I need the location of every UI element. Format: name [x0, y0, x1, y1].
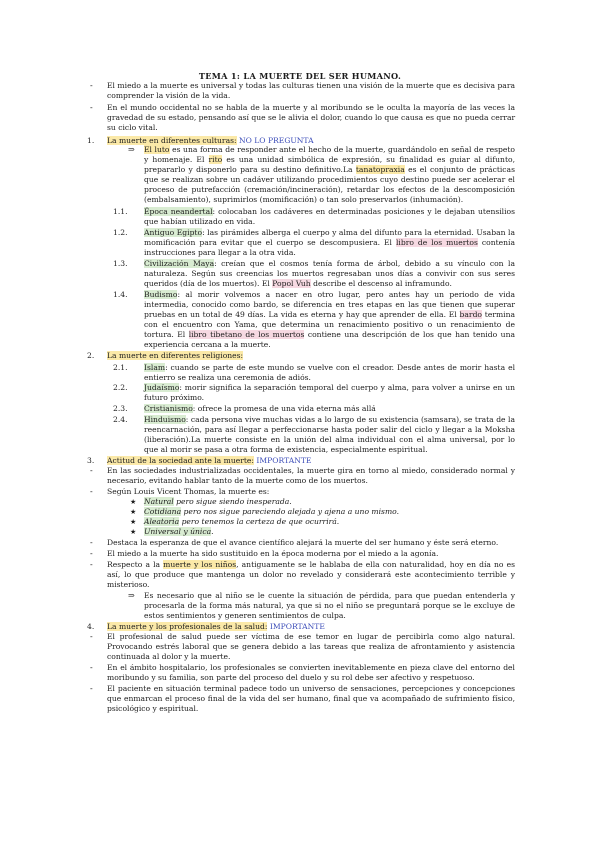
item-2-1-line-2: entierro se realiza una ceremonia de adiós.	[144, 373, 311, 382]
s3-star-4: Universal y única.	[144, 527, 214, 536]
bullet-dash: -	[90, 487, 93, 496]
section-2-heading: La muerte en diferentes religiones:	[107, 351, 244, 360]
s3-b2: Según Louis Vicent Thomas, la muerte es:	[107, 487, 270, 496]
item-2-2-line-1: Judaísmo: morir significa la separación temporal del cuerpo y alma, para volver a unirse en un	[144, 383, 515, 392]
item-2-1-number: 2.1.	[113, 363, 128, 372]
intro-2-line-3: su ciclo vital.	[107, 123, 158, 132]
item-1-3-number: 1.3.	[113, 259, 128, 268]
item-1-1-line-1: Época neandertal: colocaban los cadáveres en determinadas posiciones y le dejaban utensilios	[144, 207, 516, 216]
section-4-heading: La muerte y los profesionales de la salud:	[107, 622, 268, 631]
section-1-tag: NO LO PREGUNTA	[238, 136, 314, 145]
item-1-4-line-3: pruebas en un total de 49 días. La vida es eterna y hay que aprender de ella. El bardo termina	[144, 310, 516, 319]
bullet-dash: -	[90, 684, 93, 693]
item-2-2-line-2: futuro próximo.	[144, 393, 205, 402]
bullet-dash: -	[90, 466, 93, 475]
item-2-4-line-3: (liberación).La muerte consiste en la unión del alma individual con el alma universal, por lo	[144, 435, 515, 444]
bullet-dash: -	[90, 632, 93, 641]
s3-b3: Destaca la esperanza de que el avance científico alejará la muerte del ser humano y éste será eterno.	[107, 538, 499, 547]
item-1-3-line-1: Civilización Maya: creían que el cosmos tenía forma de árbol, debido a su vínculo con la	[144, 259, 516, 268]
item-2-3-line-1: Cristianismo: ofrece la promesa de una vida eterna más allá	[144, 404, 376, 413]
section-3-tag: IMPORTANTE	[256, 456, 312, 465]
intro-2-line-1: En el mundo occidental no se habla de la muerte y al moribundo se le oculta la mayoría de las veces la	[107, 103, 515, 112]
s3-b1-line-2: necesario, evitando hablar tanto de la muerte como de los muertos.	[107, 476, 368, 485]
intro-1-line-2: comprender la visión de la vida.	[107, 91, 231, 100]
s3-b1-line-1: En las sociedades industrializadas occidentales, la muerte gira en torno al miedo, considerado normal y	[107, 466, 515, 475]
star-bullet-icon: ★	[130, 508, 137, 516]
s3-star-2: Cotidiana pero nos sigue pareciendo alejada y ajena a uno mismo.	[144, 507, 400, 516]
bullet-dash: -	[90, 549, 93, 558]
item-1-2-line-2: momificación para evitar que el cuerpo se descompusiera. El libro de los muertos contenía	[144, 238, 515, 247]
s4-b3-line-2: que enmarcan el proceso final de la vida del ser humano, final que va acompañado de sufrimiento físico,	[107, 694, 515, 703]
star-bullet-icon: ★	[130, 518, 137, 526]
intro-2-line-2: gravedad de su estado, pensando así que se le alivia el dolor, cuando lo que causa es que no pueda cerrar	[107, 113, 516, 122]
arrow-right-icon: ⇒	[128, 591, 135, 600]
s3-b4: El miedo a la muerte ha sido sustituido en la época moderna por el miedo a la agonía.	[107, 549, 439, 558]
item-1-4-line-4: con el encuentro con Yama, que determina un renacimiento positivo o un renacimiento de	[144, 320, 515, 329]
s3-b5-line-1: Respecto a la muerte y los niños, antiguamente se le hablaba de ella con naturalidad, hoy en día no es	[107, 560, 515, 569]
item-1-4-number: 1.4.	[113, 290, 128, 299]
s4-b1-line-3: continuada al dolor y la muerte.	[107, 652, 231, 661]
item-1-1-number: 1.1.	[113, 207, 128, 216]
section-4-number: 4.	[87, 622, 95, 631]
item-2-4-line-4: que al morir se pasa a otra forma de existencia, especialmente espiritual.	[144, 445, 428, 454]
luto-line-4: que se realizan sobre un cadáver utilizando procedimientos cuyo destino puede ser acelerar el	[144, 175, 515, 184]
s3-star-1: Natural pero sigue siendo inesperada.	[144, 497, 292, 506]
luto-line-6: (embalsamiento), suprimirlos (momificación) o tan solo preservarlos (inhumación).	[144, 195, 464, 204]
item-1-4-line-1: Budismo: al morir volvemos a nacer en otro lugar, pero antes hay un periodo de vida	[144, 290, 515, 299]
section-3-heading: Actitud de la sociedad ante la muerte:	[107, 456, 254, 465]
s4-b3-line-3: psicológico y espiritual.	[107, 704, 199, 713]
item-2-4-number: 2.4.	[113, 415, 128, 424]
luto-line-1: El luto es una forma de responder ante el hecho de la muerte, guardándolo en señal de respeto	[144, 145, 515, 154]
s4-b3-line-1: El paciente en situación terminal padece todo un universo de sensaciones, percepciones y concepciones	[107, 684, 515, 693]
item-1-2-number: 1.2.	[113, 228, 128, 237]
arrow-right-icon: ⇒	[128, 145, 135, 154]
luto-line-3: prepararlo y disponerlo para su destino definitivo.La tanatopraxia es el conjunto de prácticas	[144, 165, 515, 174]
page-title: TEMA 1: LA MUERTE DEL SER HUMANO.	[198, 71, 402, 81]
item-1-4-line-6: experiencia cercana a la muerte.	[144, 340, 271, 349]
item-1-2-line-3: instrucciones para llegar a la otra vida.	[144, 248, 296, 257]
star-bullet-icon: ★	[130, 528, 137, 536]
bullet-dash: -	[90, 103, 93, 112]
section-3-number: 3.	[87, 456, 95, 465]
item-1-4-line-2: intermedia, conocido como bardo, se diferencia en tres etapas en las que tienen que superar	[144, 300, 515, 309]
item-2-2-number: 2.2.	[113, 383, 128, 392]
star-bullet-icon: ★	[130, 498, 137, 506]
item-2-3-number: 2.3.	[113, 404, 128, 413]
s4-b2-line-2: moribundo y su familia, son parte del proceso del duelo y su rol debe ser afectivo y respetuoso.	[107, 673, 475, 682]
item-1-3-line-2: naturaleza. Según sus creencias los muertos regresaban unos días a convivir con sus seres	[144, 269, 515, 278]
s3-arrow-line-3: estos sentimientos y generen sentimientos de culpa.	[144, 611, 346, 620]
s3-arrow-line-2: procesarla de la forma más natural, ya que si no el niño se preguntará porque se le excluye de	[144, 601, 515, 610]
section-1-number: 1.	[87, 136, 95, 145]
s4-b1-line-1: El profesional de salud puede ser víctima de ese temor en lugar de percibirla como algo natural.	[107, 632, 515, 641]
bullet-dash: -	[90, 81, 93, 90]
s4-b2-line-1: En el ámbito hospitalario, los profesionales se convierten inevitablemente en pieza clave del entorno del	[107, 663, 515, 672]
s3-arrow-line-1: Es necesario que al niño se le cuente la situación de pérdida, para que puedan entenderla y	[144, 591, 515, 600]
item-1-3-line-3: queridos (día de los muertos). El Popol Vuh describe el descenso al inframundo.	[144, 279, 452, 288]
section-2-number: 2.	[87, 351, 95, 360]
section-4-tag: IMPORTANTE	[269, 622, 325, 631]
item-2-4-line-1: Hinduismo: cada persona vive muchas vidas a lo largo de su existencia (samsara), se trata de la	[144, 415, 515, 424]
s4-b1-line-2: Provocando estrés laboral que se genera debido a las tareas que realiza de afrontamiento y asistencia	[107, 642, 515, 651]
bullet-dash: -	[90, 663, 93, 672]
section-2-heading-line	[107, 351, 243, 361]
section-3-heading-line	[107, 456, 311, 466]
item-2-4-line-2: reencarnación, para así llegar a perfeccionarse hasta poder salir del ciclo y llegar a la Moksha	[144, 425, 515, 434]
bullet-dash: -	[90, 538, 93, 547]
item-1-1-line-2: que habían utilizado en vida.	[144, 217, 256, 226]
luto-line-5: proceso de putrefacción (cremación/incineración), retardar los efectos de la descomposición	[144, 185, 515, 194]
section-1-heading: La muerte en diferentes culturas:	[107, 136, 237, 145]
item-1-4-line-5: tortura. El libro tibetano de los muertos contiene una descripción de los que han tenido una	[144, 330, 515, 339]
section-4-heading-line	[107, 622, 325, 632]
luto-line-2: y homenaje. El rito es una unidad simbólica de expresión, su finalidad es guiar al difunto,	[144, 155, 515, 164]
item-1-2-line-1: Antiguo Egipto: las pirámides alberga el cuerpo y alma del difunto para la eternidad. Usaban la	[144, 228, 515, 237]
bullet-dash: -	[90, 560, 93, 569]
item-2-1-line-1: Islam: cuando se parte de este mundo se vuelve con el creador. Desde antes de morir hasta el	[144, 363, 515, 372]
s3-star-3: Aleatoria pero tenemos la certeza de que ocurrirá.	[144, 517, 340, 526]
intro-1-line-1: El miedo a la muerte es universal y todas las culturas tienen una visión de la muerte que es decisiva para	[107, 81, 515, 90]
s3-b5-line-3: misterioso.	[107, 580, 150, 589]
s3-b5-line-2: así, lo que produce que mantenga un dolor no revelado y considerará este acontecimiento terrible y	[107, 570, 515, 579]
